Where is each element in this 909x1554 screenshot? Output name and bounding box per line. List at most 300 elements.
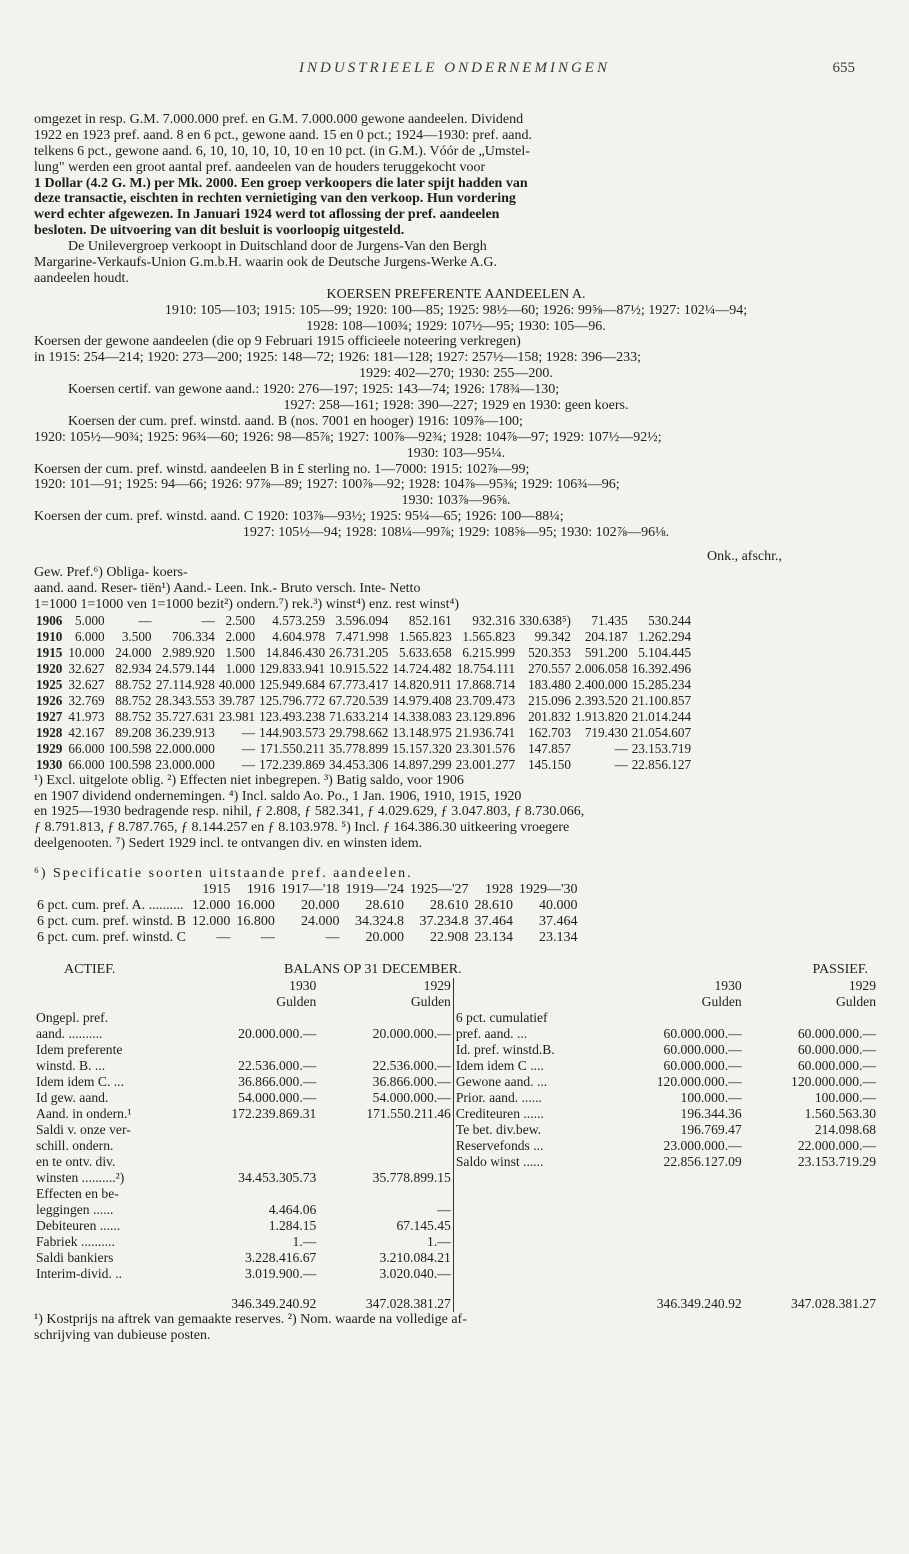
value-cell: 37.464 xyxy=(474,913,514,929)
value-cell: 54.000.000.— xyxy=(372,1089,451,1105)
table-row xyxy=(34,741,693,757)
value-cell: 36.866.000.— xyxy=(372,1073,451,1089)
year-cell: 1916 xyxy=(246,881,275,897)
value-cell: 7.471.998 xyxy=(335,628,389,644)
value-cell: 171.550.211.46 xyxy=(366,1105,451,1121)
value-cell: 14.820.911 xyxy=(392,676,452,692)
year-cell: 1929 xyxy=(423,977,451,993)
label-cell: Id gew. aand. xyxy=(36,1089,109,1105)
value-cell: 24.000 xyxy=(115,644,152,660)
value-cell: 2.500 xyxy=(225,612,256,628)
value-cell: 21.054.607 xyxy=(631,724,692,740)
blank-cell xyxy=(34,978,184,994)
value-cell: 5.633.658 xyxy=(398,644,452,660)
balance-row xyxy=(34,1186,878,1202)
value-cell: — xyxy=(241,724,256,740)
value-cell: 34.453.306 xyxy=(329,756,389,772)
value-cell: 71.633.214 xyxy=(329,708,389,724)
table-header-line: aand. aand. Reser- tiën¹) Aand.- Leen. Ink.- Bruto versch. Inte- Netto xyxy=(34,580,421,596)
value-cell: 1.— xyxy=(427,1233,451,1249)
table-header-line: Onk., afschr., xyxy=(706,549,782,565)
text-line: Koersen der cum. pref. winstd. aand. C 1920: 103⅞—93½; 1925: 95¼—65; 1926: 100—88¼; xyxy=(34,509,564,525)
year-cell: 1930 xyxy=(36,756,63,772)
value-cell: 147.857 xyxy=(528,740,571,756)
koersen-section xyxy=(34,287,878,541)
value-cell xyxy=(184,1010,318,1026)
value-cell: 3.020.040.— xyxy=(379,1265,451,1281)
text-line: 1928: 108—100¾; 1929: 107½—95; 1930: 105—96. xyxy=(306,318,606,334)
unit-cell: Gulden xyxy=(276,993,317,1009)
actief-heading: ACTIEF. xyxy=(64,961,116,977)
value-cell: — xyxy=(260,929,275,945)
value-cell: 20.000.000.— xyxy=(238,1025,317,1041)
year-cell: 1929 xyxy=(848,977,876,993)
value-cell xyxy=(318,1042,453,1058)
value-cell: 6.215.999 xyxy=(462,644,516,660)
section-heading: KOERSEN PREFERENTE AANDEELEN A. xyxy=(326,286,586,302)
value-cell: 120.000.000.— xyxy=(791,1073,876,1089)
value-cell: 20.000 xyxy=(300,897,340,913)
value-cell: 1.500 xyxy=(225,644,256,660)
value-cell xyxy=(609,1010,743,1026)
value-cell: 60.000.000.— xyxy=(663,1025,742,1041)
year-cell: 1927 xyxy=(36,708,63,724)
value-cell: 3.210.084.21 xyxy=(379,1249,451,1265)
value-cell: 67.145.45 xyxy=(396,1217,451,1233)
year-cell: 1906 xyxy=(36,612,63,628)
value-cell: 172.239.869 xyxy=(259,756,326,772)
balance-row xyxy=(34,1090,878,1106)
text-line: deze transactie, eischten in rechten vernietiging van den verkoop. Hun vordering xyxy=(34,191,516,207)
value-cell: 28.610 xyxy=(474,897,514,913)
text-line: 1922 en 1923 pref. aand. 8 en 6 pct., gewone aand. 15 en 0 pct.; 1924—1930: pref. aand. xyxy=(34,127,533,143)
year-cell: 1910 xyxy=(36,628,63,644)
value-cell: 20.000.000.— xyxy=(372,1025,451,1041)
value-cell: 10.915.522 xyxy=(329,660,389,676)
value-cell: 14.846.430 xyxy=(265,644,326,660)
year-cell: 1930 xyxy=(289,977,317,993)
text-line: Margarine-Verkaufs-Union G.m.b.H. waarin ook de Deutsche Jurgens-Werke A.G. xyxy=(34,255,497,271)
blank-cell xyxy=(34,994,184,1010)
footnote-line: deelgenooten. ⁷) Sedert 1929 incl. te ontvangen div. en winsten idem. xyxy=(34,836,423,852)
value-cell: 54.000.000.— xyxy=(238,1089,317,1105)
balance-table xyxy=(34,978,878,1312)
value-cell xyxy=(318,1186,453,1202)
balance-row xyxy=(34,1042,878,1058)
unit-cell: Gulden xyxy=(410,993,451,1009)
label-cell: winsten ..........²) xyxy=(36,1169,125,1185)
value-cell: 100.000.— xyxy=(814,1089,876,1105)
label-cell: Idem idem C .... xyxy=(453,1058,609,1074)
value-cell: 196.769.47 xyxy=(680,1121,742,1137)
year-cell: 1930 xyxy=(714,977,742,993)
year-cell: 1915 xyxy=(202,881,231,897)
value-cell: 1.913.820 xyxy=(574,708,628,724)
value-cell: 10.000 xyxy=(68,644,105,660)
value-cell: 66.000 xyxy=(68,756,105,772)
value-cell: 28.610 xyxy=(365,897,404,913)
label-cell: Saldi bankiers xyxy=(36,1249,114,1265)
balance-year-row xyxy=(34,978,878,994)
value-cell: — xyxy=(201,612,215,628)
value-cell: 16.392.496 xyxy=(631,660,692,676)
value-cell: 60.000.000.— xyxy=(797,1041,876,1057)
value-cell: 23.134 xyxy=(539,929,578,945)
year-cell: 1925—'27 xyxy=(409,881,469,897)
value-cell: 82.934 xyxy=(115,660,152,676)
balance-row xyxy=(34,1202,878,1218)
text-line: 1930: 103⅞—96⅝. xyxy=(401,493,511,509)
text-line: Koersen der gewone aandeelen (die op 9 Februari 1915 officieele noteering verkregen) xyxy=(34,334,521,350)
label-cell: winstd. B. ... xyxy=(36,1057,106,1073)
unit-cell: Gulden xyxy=(701,993,742,1009)
value-cell: 120.000.000.— xyxy=(656,1073,742,1089)
value-cell xyxy=(184,1154,318,1170)
text-line: besloten. De uitvoering van dit besluit is voorloopig uitgesteld. xyxy=(34,223,405,239)
value-cell: 41.973 xyxy=(68,708,105,724)
value-cell: 22.000.000 xyxy=(155,740,215,756)
text-line: in 1915: 254—214; 1920: 273—200; 1925: 148—72; 1926: 181—128; 1927: 257½—158; 1928: 396—233; xyxy=(34,350,642,366)
year-cell: 1929—'30 xyxy=(519,881,578,897)
value-cell: 214.098.68 xyxy=(814,1121,876,1137)
value-cell: 3.596.094 xyxy=(335,612,389,628)
value-cell: 23.709.473 xyxy=(455,692,516,708)
value-cell xyxy=(184,1122,318,1138)
value-cell: 1.262.294 xyxy=(638,628,692,644)
label-cell: Idem idem C. ... xyxy=(36,1073,124,1089)
value-cell: 22.536.000.— xyxy=(372,1057,451,1073)
text-line: 1920: 105½—90¾; 1925: 96¾—60; 1926: 98—85⅞; 1927: 100⅞—92¾; 1928: 104⅞—97; 1929: 107½—92½; xyxy=(34,429,662,445)
value-cell: 22.856.127 xyxy=(631,756,692,772)
value-cell: 28.610 xyxy=(430,897,469,913)
year-cell: 1920 xyxy=(36,660,63,676)
value-cell xyxy=(318,1154,453,1170)
value-cell: 13.148.975 xyxy=(392,724,452,740)
footnote-line: en 1907 dividend ondernemingen. ⁴) Incl. saldo Ao. Po., 1 Jan. 1906, 1910, 1915, 1920 xyxy=(34,788,522,804)
value-cell xyxy=(744,1234,878,1250)
balance-unit-row xyxy=(34,994,878,1010)
value-cell: 32.627 xyxy=(68,676,105,692)
footnote-line: ¹) Excl. uitgelote oblig. ²) Effecten niet inbegrepen. ³) Batig saldo, voor 1906 xyxy=(34,772,464,788)
text-line: telkens 6 pct., gewone aand. 6, 10, 10, 10, 10, 10 en 10 pct. (in G.M.). Vóór de „Umstel- xyxy=(34,143,530,159)
value-cell: 23.134 xyxy=(474,929,514,945)
header-title: INDUSTRIEELE ONDERNEMINGEN xyxy=(299,60,610,76)
text-line: lung" werden een groot aantal pref. aandeelen van de houders teruggekocht voor xyxy=(34,159,486,175)
value-cell xyxy=(744,1170,878,1186)
value-cell: 330.638⁵) xyxy=(519,612,571,628)
value-cell: 39.787 xyxy=(218,692,256,708)
value-cell: 123.493.238 xyxy=(259,708,326,724)
text-line: omgezet in resp. G.M. 7.000.000 pref. en G.M. 7.000.000 gewone aandeelen. Dividend xyxy=(34,112,524,127)
label-cell: Reservefonds ... xyxy=(453,1138,609,1154)
label-cell xyxy=(453,1218,609,1234)
value-cell: 21.100.857 xyxy=(631,692,692,708)
value-cell: 204.187 xyxy=(584,628,628,644)
value-cell: 24.579.144 xyxy=(155,660,215,676)
text-line: Koersen der cum. pref. winstd. aandeelen B in £ sterling no. 1—7000: 1915: 102⅞—99; xyxy=(34,461,530,477)
footnote-line: ¹) Kostprijs na aftrek van gemaakte reserves. ²) Nom. waarde na volledige af- xyxy=(34,1311,467,1327)
balance-row xyxy=(34,1106,878,1122)
table-row xyxy=(34,693,693,709)
value-cell: 35.727.631 xyxy=(155,708,215,724)
balance-row xyxy=(34,1170,878,1186)
value-cell: 100.598 xyxy=(108,740,152,756)
label-cell: en te ontv. div. xyxy=(36,1153,116,1169)
value-cell xyxy=(184,1138,318,1154)
value-cell xyxy=(609,1234,743,1250)
value-cell: 71.435 xyxy=(591,612,628,628)
year-cell: 1915 xyxy=(36,644,63,660)
unit-cell: Gulden xyxy=(835,993,876,1009)
value-cell: 171.550.211 xyxy=(259,740,326,756)
balance-row xyxy=(34,1122,878,1138)
value-cell: 23.000.000 xyxy=(155,756,215,772)
value-cell: 1.565.823 xyxy=(462,628,516,644)
value-cell: 215.096 xyxy=(528,692,571,708)
text-line: 1930: 103—95¼. xyxy=(406,445,506,461)
value-cell xyxy=(318,1138,453,1154)
value-cell: 99.342 xyxy=(534,628,571,644)
table-header-line: Gew. Pref.⁶) Obliga- koers- xyxy=(34,564,188,580)
value-cell: 6.000 xyxy=(74,628,105,644)
value-cell: 29.798.662 xyxy=(329,724,389,740)
value-cell: 14.724.482 xyxy=(392,660,452,676)
value-cell: 24.000 xyxy=(300,913,340,929)
spec-label-cell: 6 pct. cum. pref. winstd. B xyxy=(37,913,186,929)
label-cell: Saldi v. onze ver- xyxy=(36,1121,131,1137)
value-cell: 100.000.— xyxy=(680,1089,742,1105)
value-cell xyxy=(609,1218,743,1234)
value-cell: 16.000 xyxy=(236,897,275,913)
value-cell: 125.796.772 xyxy=(259,692,326,708)
value-cell: — xyxy=(216,929,231,945)
value-cell: 1.000 xyxy=(225,660,256,676)
value-cell: 26.731.205 xyxy=(329,644,389,660)
value-cell: 1.565.823 xyxy=(398,628,452,644)
spec-row xyxy=(34,930,581,946)
label-cell xyxy=(453,1234,609,1250)
value-cell: 270.557 xyxy=(528,660,571,676)
value-cell: 89.208 xyxy=(115,724,152,740)
value-cell: 23.000.000.— xyxy=(663,1137,742,1153)
label-cell: Ongepl. pref. xyxy=(36,1009,109,1025)
value-cell: 183.480 xyxy=(528,676,571,692)
table-header-line: 1=1000 1=1000 ven 1=1000 bezit²) ondern.⁷) rek.³) winst⁴) enz. rest winst⁴) xyxy=(34,596,460,612)
label-cell: Fabriek .......... xyxy=(36,1233,115,1249)
spec-table xyxy=(34,882,581,946)
value-cell: 125.949.684 xyxy=(259,676,326,692)
value-cell: 22.000.000.— xyxy=(797,1137,876,1153)
value-cell: 88.752 xyxy=(115,676,152,692)
value-cell xyxy=(609,1186,743,1202)
value-cell xyxy=(609,1250,743,1266)
label-cell: pref. aand. ... xyxy=(453,1026,609,1042)
table-row xyxy=(34,709,693,725)
text-line: aandeelen houdt. xyxy=(34,270,129,286)
value-cell: 18.754.111 xyxy=(456,660,516,676)
value-cell: 23.153.719.29 xyxy=(797,1153,876,1169)
value-cell: 14.338.083 xyxy=(392,708,452,724)
spec-title: ⁶) Specificatie soorten uitstaande pref. aandeelen. xyxy=(34,866,413,882)
label-cell: Effecten en be- xyxy=(36,1185,119,1201)
value-cell: 22.856.127.09 xyxy=(663,1153,742,1169)
label-cell: Idem preferente xyxy=(36,1041,123,1057)
value-cell: 23.001.277 xyxy=(455,756,516,772)
value-cell xyxy=(609,1202,743,1218)
text-line: 1929: 402—270; 1930: 255—200. xyxy=(359,366,553,382)
value-cell xyxy=(609,1170,743,1186)
value-cell: 27.114.928 xyxy=(155,676,215,692)
value-cell: 15.157.320 xyxy=(392,740,452,756)
value-cell: 12.000 xyxy=(191,913,231,929)
value-cell: 37.464 xyxy=(539,913,578,929)
text-line: 1927: 105½—94; 1928: 108¼—99⅞; 1929: 108⅝—95; 1930: 102⅞—96⅛. xyxy=(242,525,670,541)
total-cell: 347.028.381.27 xyxy=(791,1295,876,1311)
intro-paragraph xyxy=(34,112,878,287)
value-cell: 932.316 xyxy=(472,612,516,628)
value-cell: 719.430 xyxy=(584,724,628,740)
label-cell: Gewone aand. ... xyxy=(453,1074,609,1090)
value-cell: 14.979.408 xyxy=(392,692,452,708)
balance-row xyxy=(34,1234,878,1250)
value-cell: 14.897.299 xyxy=(392,756,452,772)
value-cell: 36.866.000.— xyxy=(238,1073,317,1089)
text-line: werd echter afgewezen. In Januari 1924 werd tot aflossing der pref. aandeelen xyxy=(34,207,500,223)
table-row xyxy=(34,613,693,629)
blank-cell xyxy=(453,1282,609,1312)
spec-row xyxy=(34,898,581,914)
value-cell xyxy=(744,1266,878,1282)
value-cell xyxy=(744,1202,878,1218)
value-cell: 591.200 xyxy=(584,644,628,660)
table-row xyxy=(34,661,693,677)
text-line: 1920: 101—91; 1925: 94—66; 1926: 97⅞—89; 1927: 100⅞—92; 1928: 104⅞—95⅜; 1929: 106¾—96; xyxy=(34,477,620,493)
table-row xyxy=(34,757,693,773)
label-cell: Prior. aand. ...... xyxy=(453,1090,609,1106)
label-cell: leggingen ...... xyxy=(36,1201,114,1217)
value-cell: 4.604.978 xyxy=(272,628,326,644)
value-cell: 32.769 xyxy=(68,692,105,708)
label-cell: Saldo winst ...... xyxy=(453,1154,609,1170)
value-cell: 1.— xyxy=(292,1233,317,1249)
total-cell: 346.349.240.92 xyxy=(231,1295,317,1311)
value-cell: 23.301.576 xyxy=(455,740,516,756)
spec-header-row xyxy=(34,882,581,898)
value-cell xyxy=(744,1218,878,1234)
balance-row xyxy=(34,1250,878,1266)
page-number: 655 xyxy=(832,60,855,76)
spec-label-cell xyxy=(34,882,189,898)
balance-total-row xyxy=(34,1282,878,1312)
value-cell: 36.239.913 xyxy=(155,724,215,740)
table-row xyxy=(34,677,693,693)
financial-table xyxy=(34,549,878,852)
total-cell: 347.028.381.27 xyxy=(365,1295,451,1311)
footnote-line: ƒ 8.791.813, ƒ 8.787.765, ƒ 8.144.257 en ƒ 8.103.978. ⁵) Incl. ƒ 164.386.30 uitkeering vroegere xyxy=(34,820,570,836)
value-cell: — xyxy=(325,929,340,945)
value-cell: 34.324.8 xyxy=(354,913,404,929)
value-cell: 2.393.520 xyxy=(574,692,628,708)
value-cell xyxy=(318,1122,453,1138)
value-cell: 129.833.941 xyxy=(259,660,326,676)
value-cell: 28.343.553 xyxy=(155,692,215,708)
value-cell: 3.228.416.67 xyxy=(244,1249,317,1265)
value-cell: 100.598 xyxy=(108,756,152,772)
year-cell: 1925 xyxy=(36,676,63,692)
footnote-line: schrijving van dubieuse posten. xyxy=(34,1327,211,1343)
value-cell xyxy=(744,1186,878,1202)
text-line: De Unilevergroep verkoopt in Duitschland door de Jurgens-Van den Bergh xyxy=(68,239,487,255)
value-cell: 3.019.900.— xyxy=(244,1265,317,1281)
value-cell: — xyxy=(241,756,256,772)
value-cell: 1.560.563.30 xyxy=(804,1105,876,1121)
label-cell: Id. pref. winstd.B. xyxy=(453,1042,609,1058)
value-cell: — xyxy=(241,740,256,756)
value-cell: 2.400.000 xyxy=(574,676,628,692)
year-cell: 1928 xyxy=(485,881,514,897)
text-line: 1 Dollar (4.2 G. M.) per Mk. 2000. Een groep verkoopers die later spijt hadden van xyxy=(34,175,528,191)
specification-section xyxy=(34,866,878,946)
year-cell: 1926 xyxy=(36,692,63,708)
balance-row xyxy=(34,1058,878,1074)
value-cell xyxy=(744,1250,878,1266)
value-cell: — xyxy=(138,612,152,628)
value-cell: 16.800 xyxy=(236,913,275,929)
financial-data-table xyxy=(34,613,693,773)
value-cell: 88.752 xyxy=(115,692,152,708)
running-header xyxy=(0,60,909,82)
balance-row xyxy=(34,1154,878,1170)
label-cell xyxy=(453,1266,609,1282)
passief-heading: PASSIEF. xyxy=(812,961,868,977)
value-cell: 22.908 xyxy=(430,929,469,945)
value-cell: 67.720.539 xyxy=(329,692,389,708)
value-cell: 37.234.8 xyxy=(419,913,469,929)
value-cell: 852.161 xyxy=(408,612,452,628)
value-cell: 66.000 xyxy=(68,740,105,756)
value-cell: 15.285.234 xyxy=(631,676,692,692)
value-cell: 520.353 xyxy=(528,644,571,660)
value-cell: 4.573.259 xyxy=(272,612,326,628)
value-cell: 144.903.573 xyxy=(259,724,326,740)
value-cell: 23.129.896 xyxy=(455,708,516,724)
table-row xyxy=(34,645,693,661)
value-cell: 88.752 xyxy=(115,708,152,724)
table-row xyxy=(34,629,693,645)
value-cell: 201.832 xyxy=(528,708,571,724)
footnote-line: en 1925—1930 bedragende resp. nihil, ƒ 2.808, ƒ 582.341, ƒ 4.029.629, ƒ 3.047.803, ƒ 8.730.066, xyxy=(34,804,585,820)
balance-row xyxy=(34,1138,878,1154)
value-cell: 2.989.920 xyxy=(162,644,215,660)
value-cell: 40.000 xyxy=(218,676,256,692)
balance-sheet xyxy=(34,962,878,1344)
label-cell: Interim-divid. .. xyxy=(36,1265,123,1281)
text-line: Koersen der cum. pref. winstd. aand. B (nos. 7001 en hooger) 1916: 109⅞—100; xyxy=(68,413,523,429)
value-cell: 21.014.244 xyxy=(631,708,692,724)
value-cell: 35.778.899.15 xyxy=(372,1169,451,1185)
balance-row xyxy=(34,1074,878,1090)
blank-cell xyxy=(34,1282,184,1312)
value-cell: 60.000.000.— xyxy=(797,1057,876,1073)
value-cell: — xyxy=(614,740,628,756)
value-cell xyxy=(744,1010,878,1026)
label-cell: 6 pct. cumulatief xyxy=(453,1010,609,1026)
value-cell: 17.868.714 xyxy=(455,676,516,692)
balance-row xyxy=(34,1218,878,1234)
spec-row xyxy=(34,914,581,930)
value-cell: 12.000 xyxy=(191,897,231,913)
value-cell: 40.000 xyxy=(539,897,578,913)
